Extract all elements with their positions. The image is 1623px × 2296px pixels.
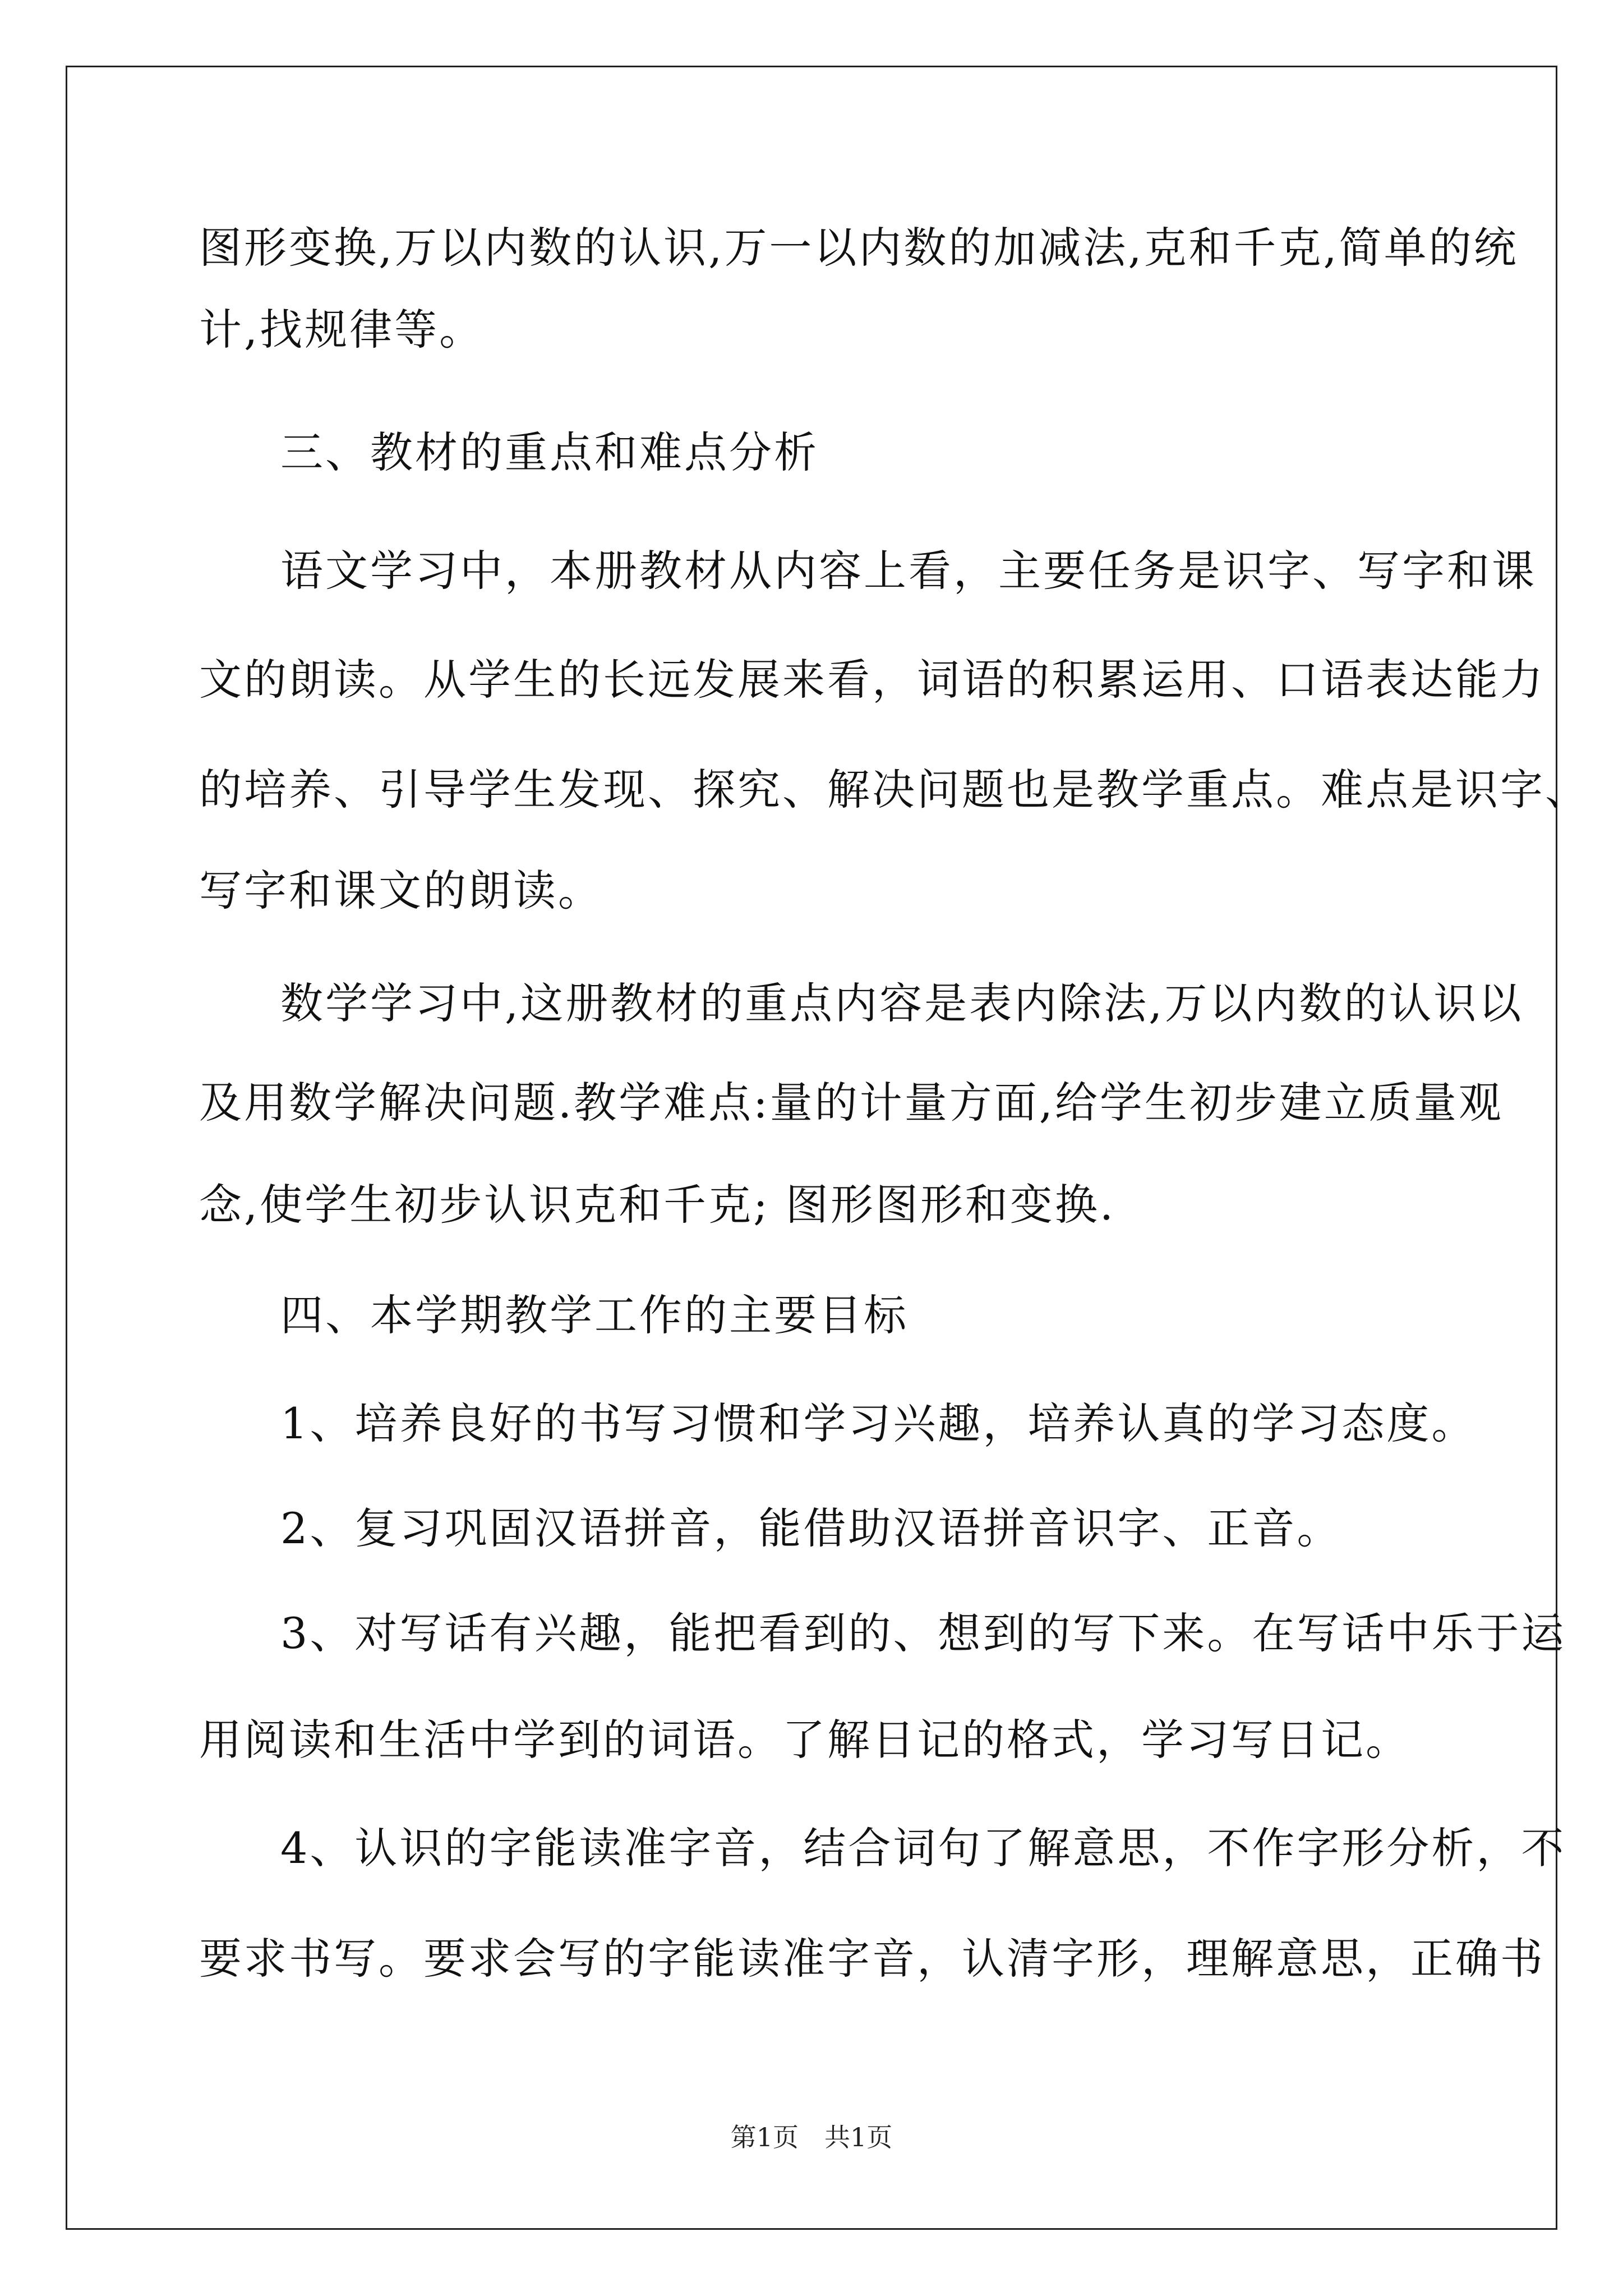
paragraph-line: 的培养、引导学生发现、探究、解决问题也是教学重点。难点是识字、 bbox=[199, 765, 1590, 815]
list-item-continuation: 用阅读和生活中学到的词语。了解日记的格式，学习写日记。 bbox=[199, 1715, 1410, 1765]
page-border bbox=[66, 66, 1557, 2230]
text-line: 图形变换,万以内数的认识,万一以内数的加减法,克和千克,简单的统 bbox=[199, 223, 1519, 273]
list-item: 3、对写话有兴趣，能把看到的、想到的写下来。在写话中乐于运 bbox=[280, 1608, 1566, 1658]
list-item: 2、复习巩固汉语拼音，能借助汉语拼音识字、正音。 bbox=[280, 1503, 1342, 1553]
paragraph-line: 及用数学解决问题.教学难点:量的计量方面,给学生初步建立质量观 bbox=[199, 1078, 1504, 1128]
paragraph-line: 文的朗读。从学生的长远发展来看，词语的积累运用、口语表达能力 bbox=[199, 655, 1545, 705]
paragraph-line: 念,使学生初步认识克和千克; 图形图形和变换. bbox=[199, 1180, 1116, 1230]
list-item: 4、认识的字能读准字音，结合词句了解意思，不作字形分析，不 bbox=[280, 1823, 1566, 1873]
list-item-continuation: 要求书写。要求会写的字能读准字音，认清字形，理解意思，正确书 bbox=[199, 1934, 1545, 1984]
page-footer: 第1页 共1页 bbox=[730, 2122, 893, 2152]
paragraph-line: 数学学习中,这册教材的重点内容是表内除法,万以内数的认识以 bbox=[280, 978, 1524, 1028]
text-line: 计,找规律等。 bbox=[199, 305, 485, 355]
section-heading: 四、本学期教学工作的主要目标 bbox=[280, 1290, 909, 1340]
section-heading: 三、教材的重点和难点分析 bbox=[280, 427, 819, 477]
paragraph-line: 写字和课文的朗读。 bbox=[199, 866, 603, 915]
list-item: 1、培养良好的书写习惯和学习兴趣，培养认真的学习态度。 bbox=[280, 1398, 1477, 1448]
paragraph-line: 语文学习中，本册教材从内容上看，主要任务是识字、写字和课 bbox=[280, 546, 1537, 596]
